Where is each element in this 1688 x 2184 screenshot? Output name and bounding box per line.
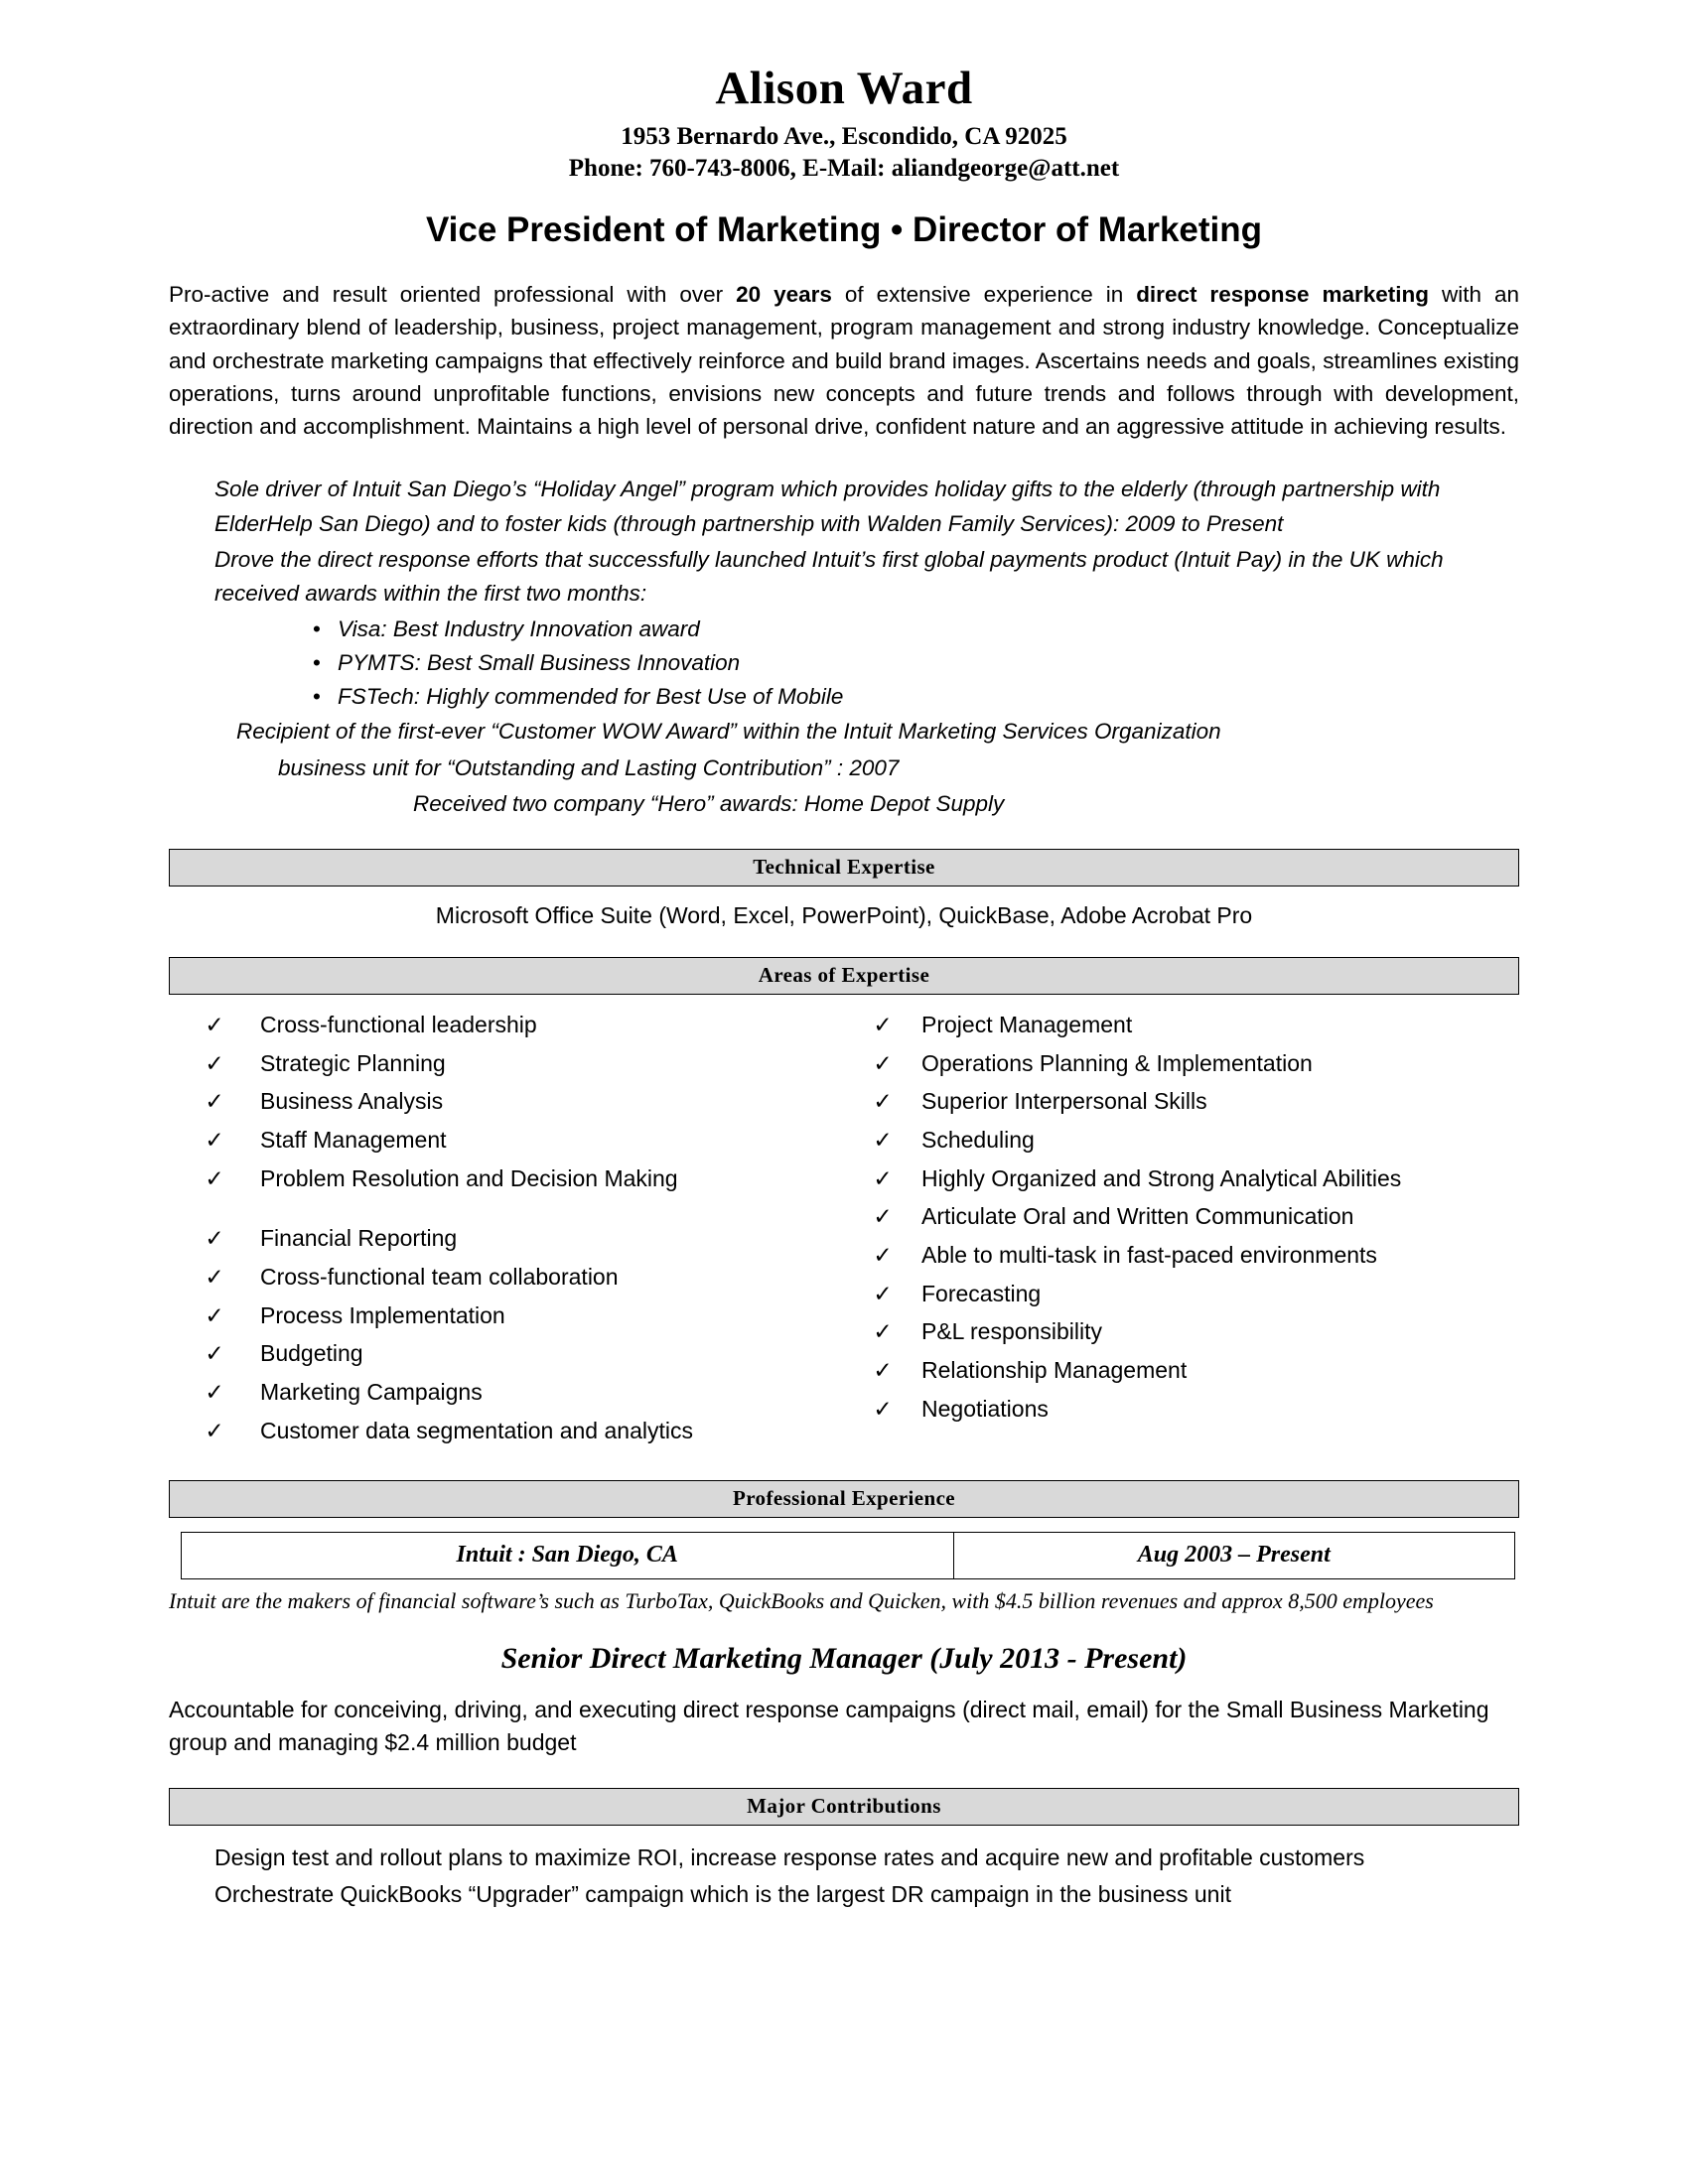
experience-company-description: Intuit are the makers of financial software’s such as TurboTax, QuickBooks and Quicken, with $4.5 billion revenues and approx 8,500 employees bbox=[169, 1588, 1434, 1614]
expertise-item bbox=[844, 1354, 1519, 1387]
expertise-item bbox=[844, 1009, 1519, 1041]
expertise-label: Highly Organized and Strong Analytical Abilities bbox=[921, 1164, 1402, 1191]
summary-part-1: Pro-active and result oriented professional with over bbox=[169, 282, 737, 307]
areas-column-right bbox=[844, 1009, 1519, 1452]
expertise-label: Scheduling bbox=[921, 1127, 1035, 1154]
expertise-item bbox=[169, 1337, 844, 1370]
highlight-continuation bbox=[169, 751, 1519, 785]
expertise-label: Articulate Oral and Written Communication bbox=[921, 1203, 1354, 1230]
expertise-item bbox=[844, 1124, 1519, 1157]
expertise-label: Negotiations bbox=[921, 1395, 1049, 1422]
section-header-major-contributions: Major Contributions bbox=[169, 1788, 1519, 1826]
award-item bbox=[296, 646, 1519, 680]
expertise-item bbox=[169, 1376, 844, 1409]
check-icon: ✓ bbox=[873, 1164, 893, 1191]
expertise-label: Strategic Planning bbox=[260, 1049, 446, 1076]
highlight-item bbox=[169, 715, 1519, 749]
check-icon: ✓ bbox=[873, 1395, 893, 1422]
expertise-label: Relationship Management bbox=[921, 1356, 1188, 1383]
contribution-text: Design test and rollout plans to maximize ROI, increase response rates and acquire new and profitable customers bbox=[214, 1843, 1365, 1870]
areas-column-left bbox=[169, 1009, 844, 1452]
highlight-item bbox=[169, 543, 1519, 611]
highlight-text: business unit for “Outstanding and Lasting Contribution” : 2007 bbox=[278, 754, 900, 780]
check-icon: ✓ bbox=[205, 1417, 224, 1443]
award-text: Visa: Best Industry Innovation award bbox=[338, 616, 700, 642]
expertise-item bbox=[844, 1047, 1519, 1080]
expertise-item bbox=[844, 1278, 1519, 1310]
expertise-label: Business Analysis bbox=[260, 1088, 444, 1115]
areas-of-expertise-grid bbox=[169, 1009, 1519, 1452]
expertise-item bbox=[169, 1299, 844, 1332]
highlight-text: Received two company “Hero” awards: Home Depot Supply bbox=[413, 790, 1005, 816]
candidate-contact: Phone: 760-743-8006, E-Mail: aliandgeorge@att.net bbox=[568, 155, 1120, 182]
highlight-text: Sole driver of Intuit San Diego’s “Holiday Angel” program which provides holiday gifts to the elderly (through partnership with ElderHelp San Diego) and to foster kids (through partnership with Walden Family Services): 2009 to Present bbox=[214, 477, 1441, 536]
section-header-professional-experience: Professional Experience bbox=[169, 1480, 1519, 1518]
summary-bold-2: direct response marketing bbox=[1136, 282, 1429, 307]
check-icon: ✓ bbox=[873, 1012, 893, 1038]
dot-bullet-icon: • bbox=[313, 649, 321, 675]
job-description: Accountable for conceiving, driving, and executing direct response campaigns (direct mail, email) for the Small Business Marketing group and managing $2.4 million budget bbox=[169, 1696, 1489, 1756]
check-icon: ✓ bbox=[873, 1280, 893, 1306]
expertise-item bbox=[169, 1085, 844, 1118]
technical-expertise-text: Microsoft Office Suite (Word, Excel, PowerPoint), QuickBase, Adobe Acrobat Pro bbox=[435, 902, 1253, 929]
expertise-label: Staff Management bbox=[260, 1127, 447, 1154]
highlight-item bbox=[169, 787, 1519, 821]
expertise-item bbox=[169, 1222, 844, 1255]
page-title: Vice President of Marketing • Director of Marketing bbox=[425, 210, 1263, 249]
summary-bold-1: 20 years bbox=[736, 282, 832, 307]
highlight-text: Drove the direct response efforts that successfully launched Intuit’s first global payments product (Intuit Pay) in the UK which received awards within the first two months: bbox=[214, 546, 1444, 607]
check-icon: ✓ bbox=[873, 1318, 893, 1345]
job-title: Senior Direct Marketing Manager (July 2013 - Present) bbox=[500, 1641, 1188, 1675]
expertise-item bbox=[844, 1085, 1519, 1118]
highlights-list bbox=[169, 473, 1519, 821]
experience-header-table bbox=[181, 1532, 1515, 1579]
check-icon: ✓ bbox=[873, 1241, 893, 1268]
expertise-label: Marketing Campaigns bbox=[260, 1378, 483, 1405]
expertise-item bbox=[169, 1415, 844, 1447]
highlight-item bbox=[169, 473, 1519, 540]
award-item bbox=[296, 680, 1519, 714]
expertise-label: Superior Interpersonal Skills bbox=[921, 1088, 1207, 1115]
expertise-label: Financial Reporting bbox=[260, 1225, 458, 1252]
expertise-item bbox=[169, 1047, 844, 1080]
expertise-item bbox=[169, 1261, 844, 1294]
check-icon: ✓ bbox=[873, 1203, 893, 1230]
expertise-item bbox=[844, 1239, 1519, 1272]
expertise-item bbox=[844, 1315, 1519, 1348]
check-icon: ✓ bbox=[205, 1378, 224, 1405]
check-icon: ✓ bbox=[873, 1356, 893, 1383]
contribution-text: Orchestrate QuickBooks “Upgrader” campaign which is the largest DR campaign in the business unit bbox=[214, 1880, 1231, 1907]
check-icon: ✓ bbox=[205, 1340, 224, 1367]
expertise-item bbox=[844, 1200, 1519, 1233]
contribution-item bbox=[169, 1878, 1519, 1911]
expertise-label: P&L responsibility bbox=[921, 1318, 1102, 1345]
section-header-areas-of-expertise: Areas of Expertise bbox=[169, 957, 1519, 995]
check-icon: ✓ bbox=[873, 1049, 893, 1076]
check-icon: ✓ bbox=[205, 1263, 224, 1290]
expertise-label: Forecasting bbox=[921, 1280, 1042, 1306]
major-contributions-list bbox=[169, 1842, 1519, 1912]
dot-bullet-icon: • bbox=[313, 683, 321, 709]
check-icon: ✓ bbox=[205, 1049, 224, 1076]
section-header-technical-expertise: Technical Expertise bbox=[169, 849, 1519, 887]
dot-bullet-icon: • bbox=[313, 616, 321, 642]
expertise-item bbox=[844, 1162, 1519, 1195]
expertise-label: Process Implementation bbox=[260, 1301, 505, 1328]
expertise-item bbox=[169, 1124, 844, 1157]
check-icon: ✓ bbox=[205, 1225, 224, 1252]
award-text: PYMTS: Best Small Business Innovation bbox=[338, 649, 741, 675]
expertise-label: Cross-functional leadership bbox=[260, 1012, 537, 1038]
expertise-item bbox=[169, 1162, 844, 1195]
award-item bbox=[296, 613, 1519, 646]
award-sub-list bbox=[169, 613, 1519, 713]
check-icon: ✓ bbox=[205, 1088, 224, 1115]
expertise-item bbox=[169, 1009, 844, 1041]
check-icon: ✓ bbox=[205, 1012, 224, 1038]
expertise-item bbox=[844, 1393, 1519, 1426]
check-icon: ✓ bbox=[205, 1164, 224, 1191]
check-icon: ✓ bbox=[205, 1127, 224, 1154]
highlight-text: Recipient of the first-ever “Customer WOW Award” within the Intuit Marketing Services Organization bbox=[236, 719, 1221, 745]
expertise-label: Budgeting bbox=[260, 1340, 363, 1367]
check-icon: ✓ bbox=[873, 1088, 893, 1115]
expertise-label: Able to multi-task in fast-paced environments bbox=[921, 1241, 1377, 1268]
candidate-address: 1953 Bernardo Ave., Escondido, CA 92025 bbox=[621, 123, 1067, 150]
experience-dates: Aug 2003 – Present bbox=[1137, 1542, 1331, 1569]
check-icon: ✓ bbox=[205, 1301, 224, 1328]
expertise-label: Customer data segmentation and analytics bbox=[260, 1417, 693, 1443]
contribution-item bbox=[169, 1842, 1519, 1874]
experience-company: Intuit : San Diego, CA bbox=[182, 1533, 954, 1578]
award-text: FSTech: Highly commended for Best Use of Mobile bbox=[338, 683, 844, 709]
summary-part-2: of extensive experience in bbox=[831, 282, 1137, 307]
professional-summary bbox=[169, 278, 1519, 443]
expertise-label: Operations Planning & Implementation bbox=[921, 1049, 1313, 1076]
summary-part-3: with an extraordinary blend of leadership, business, project management, program management and strong industry knowledge. Conceptualize and orchestrate marketing campaigns that effectively reinforce and build brand images. Ascertains needs and goals, streamlines existing operations, turns around unprofitable functions, envisions new concepts and future trends and follows through with development, direction and accomplishment. Maintains a high level of personal drive, confident nature and an aggressive attitude in achieving results. bbox=[169, 282, 1519, 440]
column-spacer bbox=[169, 1200, 844, 1222]
expertise-label: Project Management bbox=[921, 1012, 1133, 1038]
expertise-label: Problem Resolution and Decision Making bbox=[260, 1164, 678, 1191]
check-icon: ✓ bbox=[873, 1127, 893, 1154]
candidate-name: Alison Ward bbox=[715, 63, 973, 114]
expertise-label: Cross-functional team collaboration bbox=[260, 1263, 619, 1290]
